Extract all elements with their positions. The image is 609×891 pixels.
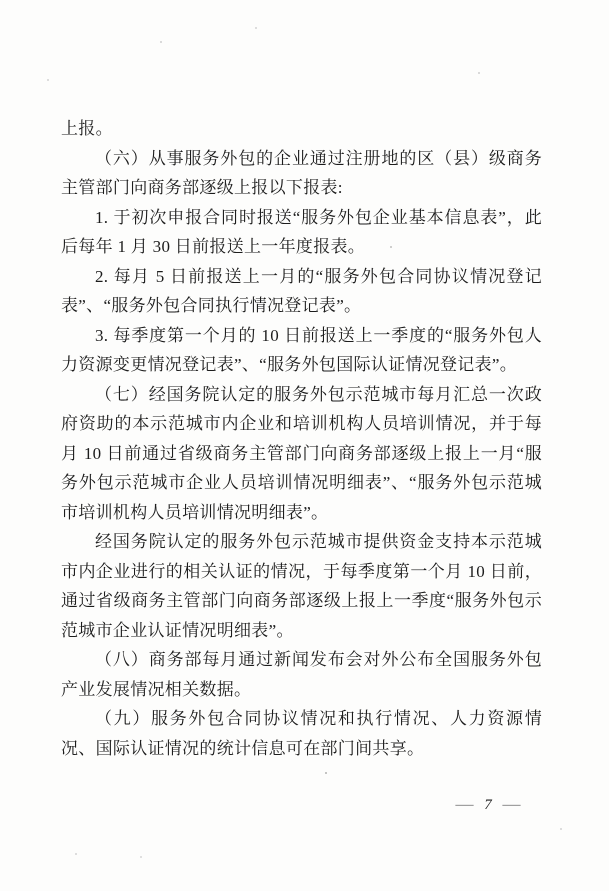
text-block xyxy=(61,114,542,763)
footer-right-dash: — xyxy=(502,797,521,813)
paragraph: 3. 每季度第一个月的 10 日前报送上一季度的“服务外包人力资源变更情况登记表”、“服务外包国际认证情况登记表”。 xyxy=(61,325,542,374)
paragraph: 经国务院认定的服务外包示范城市提供资金支持本示范城市内企业进行的相关认证的情况，于每季度第一个月 10 日前，通过省级商务主管部门向商务部逐级上报上一季度“服务外包示范城市企业认证情况明细表”。 xyxy=(61,532,542,640)
paragraph: （六）从事服务外包的企业通过注册地的区（县）级商务主管部门向商务部逐级上报以下报表: xyxy=(61,148,542,197)
paragraph: （八）商务部每月通过新闻发布会对外公布全国服务外包产业发展情况相关数据。 xyxy=(61,650,542,699)
paragraph: 2. 每月 5 日前报送上一月的“服务外包合同协议情况登记表”、“服务外包合同执行情况登记表”。 xyxy=(61,266,542,315)
page-footer xyxy=(457,794,519,816)
paragraph: 上报。 xyxy=(61,119,113,138)
footer-left-dash: — xyxy=(455,797,474,813)
scan-noise xyxy=(0,0,2,2)
paragraph: （九）服务外包合同协议情况和执行情况、人力资源情况、国际认证情况的统计信息可在部门间共享。 xyxy=(61,709,542,758)
page-number: 7 xyxy=(484,797,492,813)
paragraph: 1. 于初次申报合同时报送“服务外包企业基本信息表”，此后每年 1 月 30 日前报送上一年度报表。 xyxy=(61,207,542,256)
paragraph: （七）经国务院认定的服务外包示范城市每月汇总一次政府资助的本示范城市内企业和培训机构人员培训情况，并于每月 10 日前通过省级商务主管部门向商务部逐级上报上一月“服务外包示范城市企业人员培训情况明细表”、“服务外包示范城市培训机构人员培训情况明细表”。 xyxy=(61,384,542,522)
